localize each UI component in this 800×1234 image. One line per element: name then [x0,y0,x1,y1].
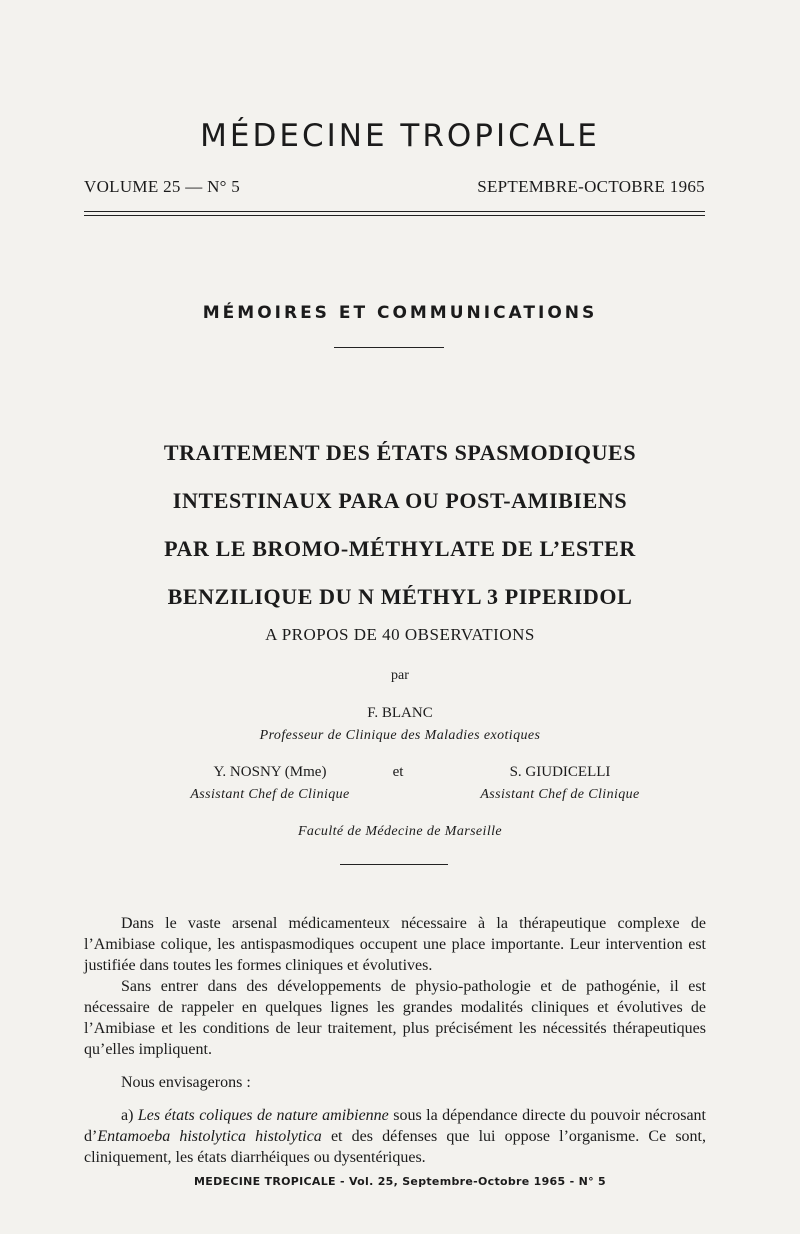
author-main-name: F. BLANC [367,705,433,721]
title-line: INTESTINAUX PARA OU POST-AMIBIENS [172,488,628,513]
list-marker: a) [121,1107,138,1124]
species-name: Entamoeba histolytica histolytica [97,1128,322,1145]
paragraph-text: et des défenses que lui oppose l’organisme. Ce sont, cliniquement, les états diarrhéiques ou dysentériques. [84,1128,707,1166]
affiliation-divider [340,864,448,865]
emphasis: Les états coliques de nature amibienne [137,1107,389,1124]
author-left-role: Assistant Chef de Clinique [190,787,350,802]
journal-title: MÉDECINE TROPICALE [200,118,600,154]
affiliation: Faculté de Médecine de Marseille [297,824,503,839]
section-heading: MÉMOIRES ET COMMUNICATIONS [202,303,598,323]
article-body [84,913,706,1168]
author-right-role: Assistant Chef de Clinique [480,787,640,802]
header-rule-bottom [84,215,705,216]
paragraph: Dans le vaste arsenal médicamenteux nécessaire à la thérapeutique complexe de l’Amibiase colique, les antispasmodiques occupent une place importante. Leur intervention est justifiée dans toutes les formes cliniques et évolutives. [84,915,706,974]
author-main-role: Professeur de Clinique des Maladies exotiques [259,728,541,743]
article-title [0,436,800,628]
title-line: PAR LE BROMO-MÉTHYLATE DE L’ESTER [164,536,636,561]
paragraph-text: sous la dépendance directe du pouvoir nécrosant d’ [84,1107,707,1145]
issue-date: SEPTEMBRE-OCTOBRE 1965 [477,177,705,196]
article-subtitle: A PROPOS DE 40 OBSERVATIONS [265,625,535,644]
page-footer: MEDECINE TROPICALE - Vol. 25, Septembre-Octobre 1965 - N° 5 [194,1175,606,1188]
title-line: BENZILIQUE DU N MÉTHYL 3 PIPERIDOL [167,584,633,609]
author-left [150,764,390,803]
author-left-name: Y. NOSNY (Mme) [213,764,327,780]
section-divider [334,347,444,348]
by-line: par [391,668,409,683]
issue-info [84,177,705,197]
header-rule-top [84,211,705,212]
paragraph [84,1105,706,1168]
author-right-name: S. GIUDICELLI [509,764,611,780]
paragraph: Sans entrer dans des développements de physio-pathologie et de pathogénie, il est nécessaire de rappeler en quelques lignes les grandes modalités cliniques et évolutives de l’Amibiase et les conditions de leur traitement, plus précisément les nécessités thérapeutiques qu’elles impliquent. [84,978,706,1058]
author-conjunction: et [392,764,404,780]
volume-number: VOLUME 25 — N° 5 [84,177,241,196]
paragraph: Nous envisagerons : [121,1074,251,1091]
author-right [440,764,680,803]
title-line: TRAITEMENT DES ÉTATS SPASMODIQUES [163,440,637,465]
